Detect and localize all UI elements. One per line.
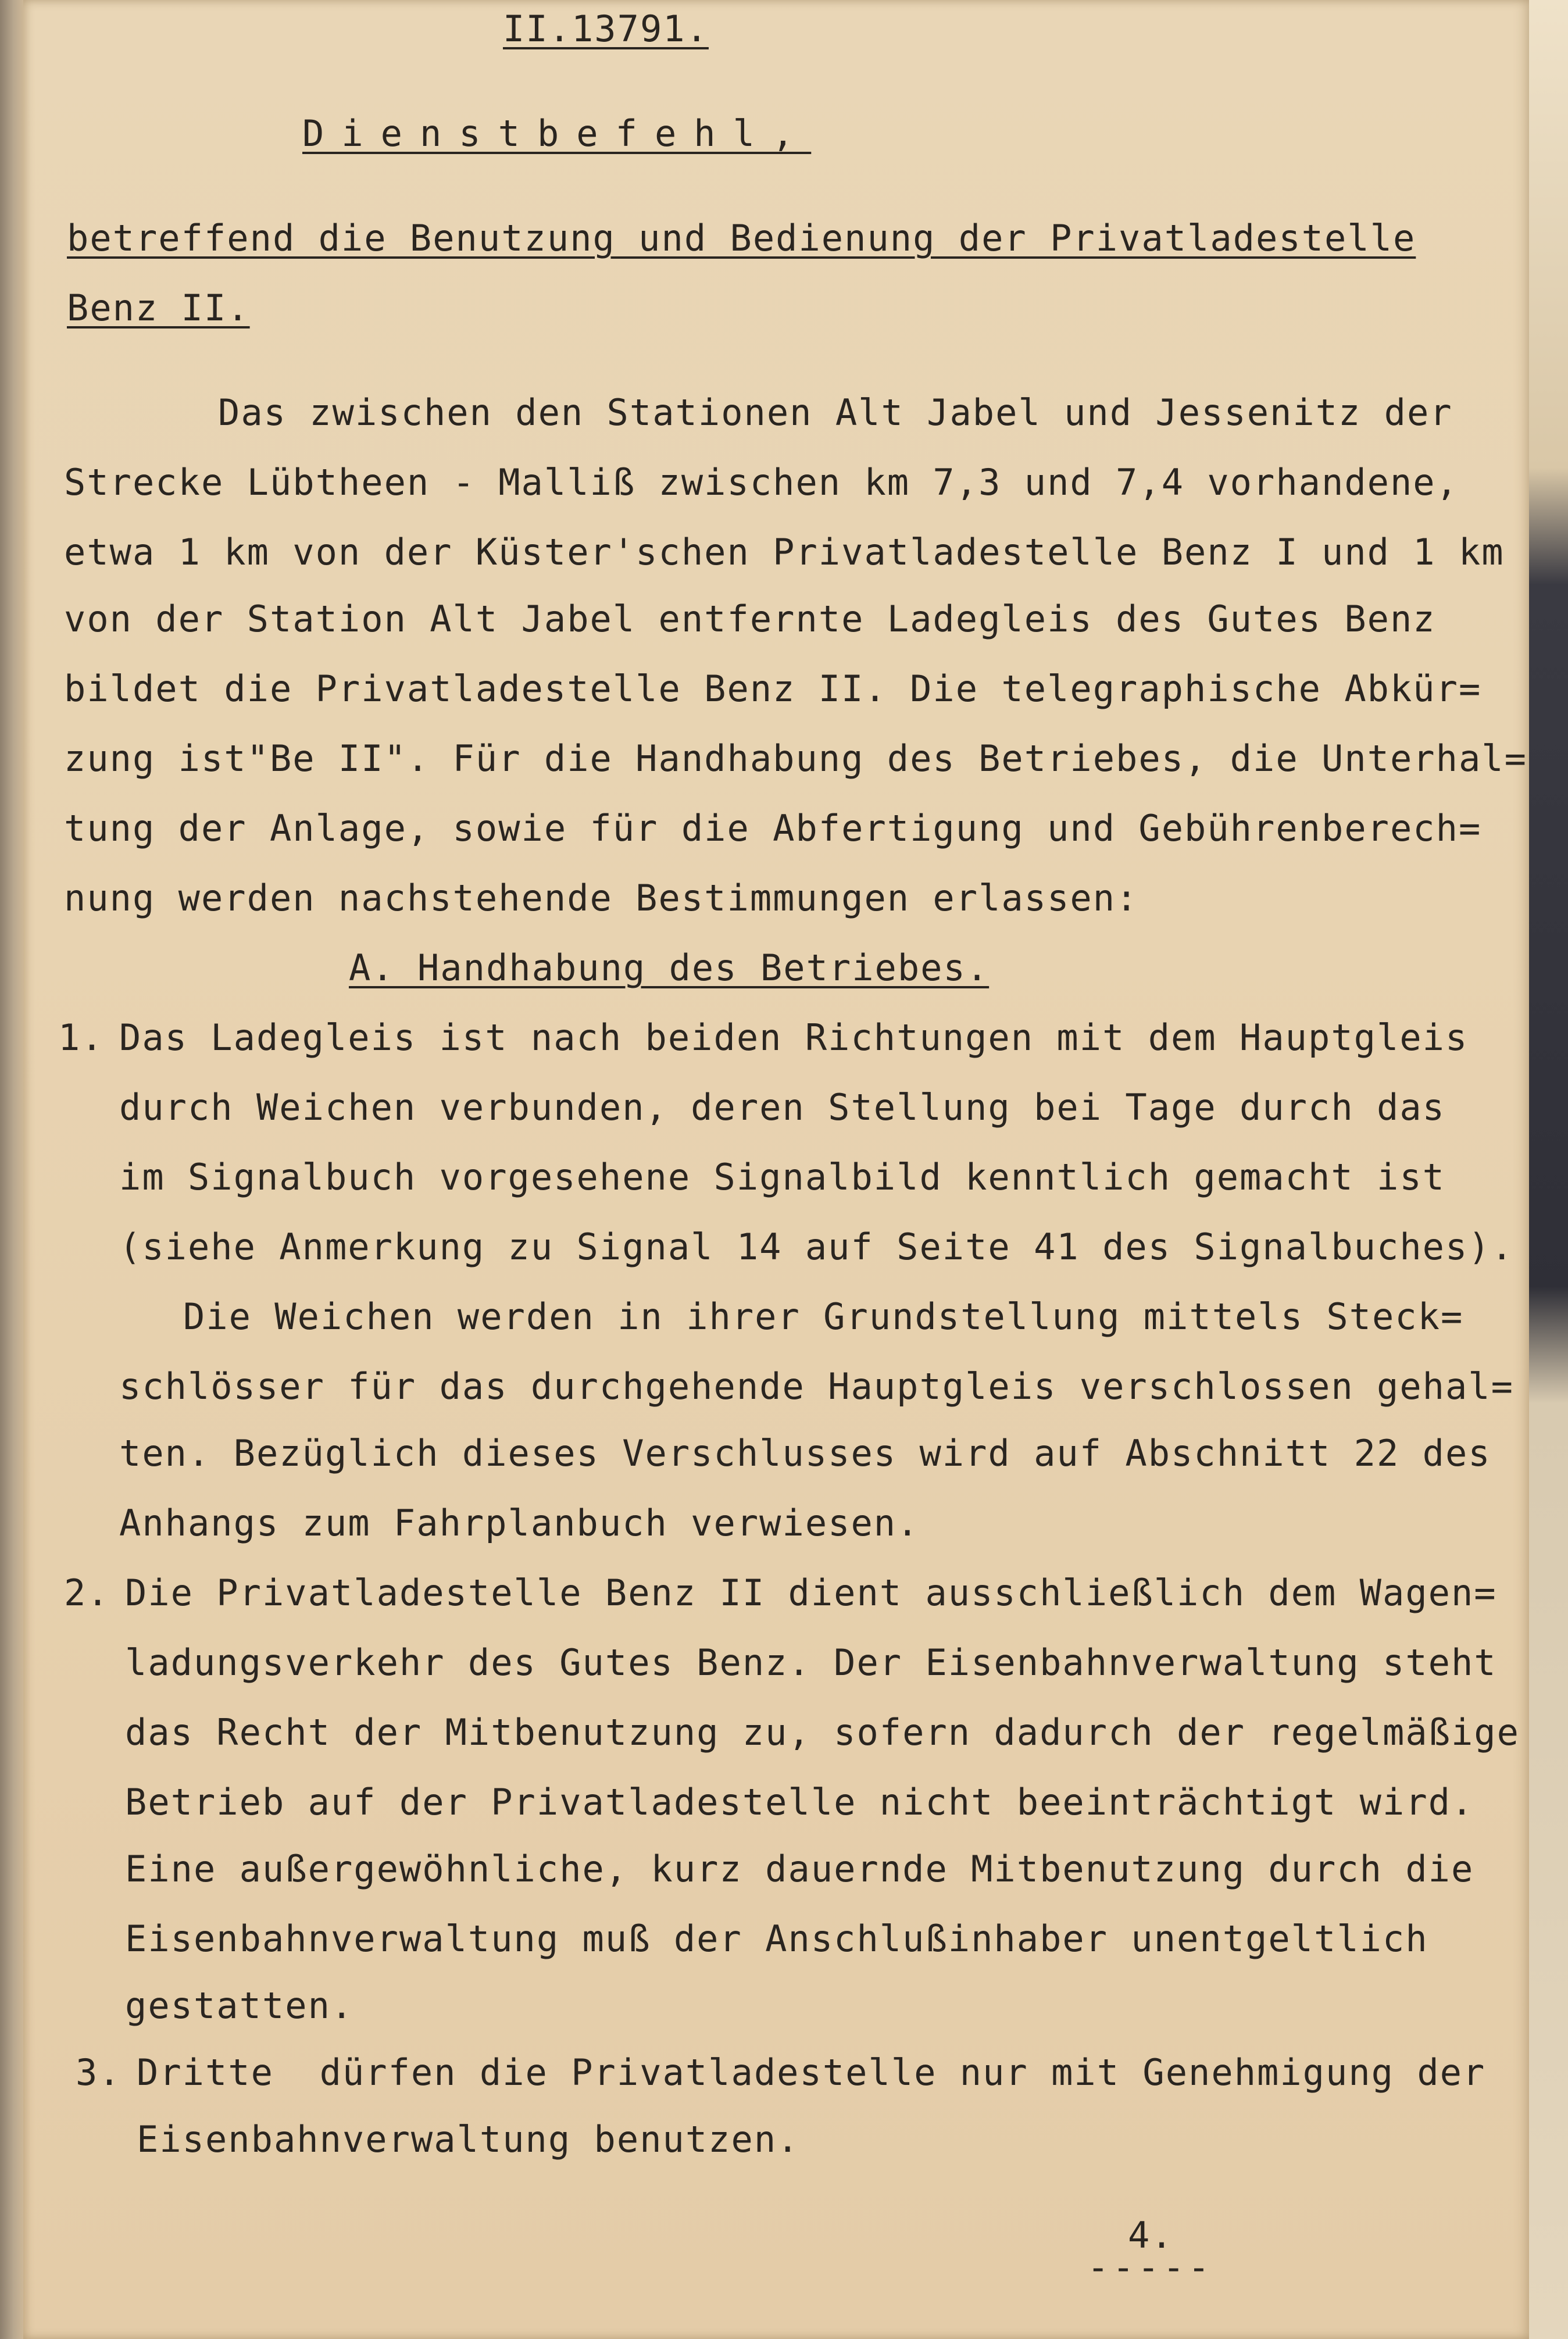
subject-line-2: Benz II. (67, 287, 250, 329)
subject-line-1: betreffend die Benutzung und Bedienung der Privatladestelle (67, 217, 1416, 259)
item-line: schlösser für das durchgehende Hauptgleis verschlossen gehal= (119, 1365, 1514, 1408)
item-line: durch Weichen verbunden, deren Stellung bei Tage durch das (119, 1086, 1445, 1129)
item-line: Eisenbahnverwaltung muß der Anschlußinhaber unentgeltlich (125, 1917, 1428, 1960)
background-edge (1529, 0, 1568, 2339)
typewritten-document (23, 0, 1529, 2339)
section-a-title: A. Handhabung des Betriebes. (349, 947, 990, 989)
item-line: Anhangs zum Fahrplanbuch verwiesen. (119, 1502, 920, 1544)
item-line: das Recht der Mitbenutzung zu, sofern dadurch der regelmäßige (125, 1711, 1520, 1754)
item-line: ten. Bezüglich dieses Verschlusses wird auf Abschnitt 22 des (119, 1432, 1491, 1474)
item-line: Eisenbahnverwaltung benutzen. (137, 2118, 800, 2161)
intro-line: bildet die Privatladestelle Benz II. Die telegraphische Abkür= (64, 667, 1482, 710)
continuation-rule: ----- (1087, 2246, 1213, 2288)
item-line: Die Privatladestelle Benz II dient ausschließlich dem Wagen= (125, 1572, 1497, 1614)
intro-line: nung werden nachstehende Bestimmungen erlassen: (64, 877, 1139, 919)
item-line: Betrieb auf der Privatladestelle nicht beeinträchtigt wird. (125, 1781, 1474, 1823)
intro-line: zung ist"Be II". Für die Handhabung des Betriebes, die Unterhal= (64, 737, 1527, 780)
item-number: 2. (64, 1572, 110, 1614)
item-line: Eine außergewöhnliche, kurz dauernde Mitbenutzung durch die (125, 1848, 1474, 1890)
document-heading: Dienstbefehl, (302, 112, 812, 155)
reference-number: II.13791. (503, 8, 709, 50)
item-line: Die Weichen werden in ihrer Grundstellung mittels Steck= (183, 1295, 1464, 1338)
intro-line: Das zwischen den Stationen Alt Jabel und Jessenitz der (218, 391, 1453, 434)
item-line: Das Ladegleis ist nach beiden Richtungen mit dem Hauptgleis (119, 1016, 1469, 1059)
intro-line: tung der Anlage, sowie für die Abfertigung und Gebührenberech= (64, 807, 1482, 849)
intro-line: von der Station Alt Jabel entfernte Ladegleis des Gutes Benz (64, 598, 1436, 640)
intro-line: Strecke Lübtheen - Malliß zwischen km 7,3 und 7,4 vorhandene, (64, 461, 1459, 503)
item-line: gestatten. (125, 1984, 354, 2027)
intro-line: etwa 1 km von der Küster'schen Privatladestelle Benz I und 1 km (64, 531, 1505, 573)
item-line: ladungsverkehr des Gutes Benz. Der Eisenbahnverwaltung steht (125, 1641, 1497, 1684)
item-line: (siehe Anmerkung zu Signal 14 auf Seite 41 des Signalbuches). (119, 1226, 1514, 1268)
continuation-marker: 4. (1128, 2214, 1174, 2256)
item-line: Dritte dürfen die Privatladestelle nur mit Genehmigung der (137, 2051, 1486, 2094)
binder-edge (0, 0, 23, 2339)
item-line: im Signalbuch vorgesehene Signalbild kenntlich gemacht ist (119, 1156, 1445, 1198)
item-number: 3. (76, 2051, 122, 2094)
item-number: 1. (58, 1016, 104, 1059)
